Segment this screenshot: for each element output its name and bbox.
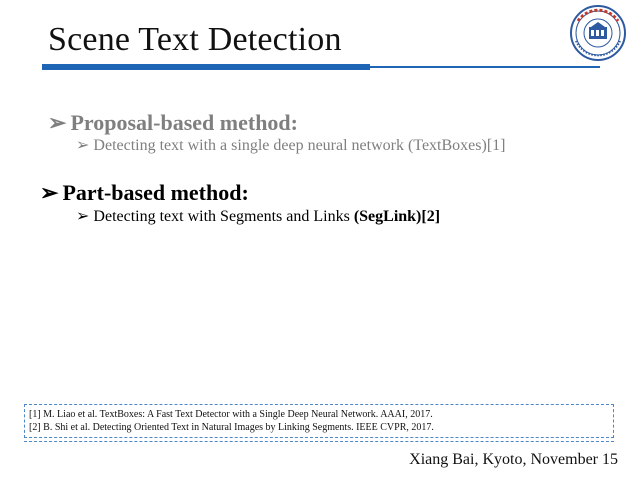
references-box (24, 404, 614, 438)
sub-bullet-text: Detecting text with Segments and Links (93, 208, 354, 225)
sub-bullet-part-based (76, 206, 440, 226)
sub-bullet-text: Detecting text with a single deep neural network (TextBoxes)[1] (93, 137, 506, 154)
bullet-heading: Part-based method: (62, 180, 249, 205)
footer-divider (24, 441, 614, 442)
bullet-proposal-based (48, 110, 298, 136)
slide-title: Scene Text Detection (48, 21, 342, 58)
arrow-bullet-icon: ➢ (48, 110, 67, 135)
sub-bullet-bold-text: (SegLink)[2] (353, 208, 441, 225)
university-seal-icon (560, 3, 636, 63)
bullet-heading: Proposal-based method: (70, 110, 298, 135)
title-underline-thin (370, 66, 600, 68)
arrow-bullet-icon: ➢ (76, 137, 90, 154)
reference-item: [1] M. Liao et al. TextBoxes: A Fast Text Detector with a Single Deep Neural Network. AAAI, 2017. (29, 409, 433, 420)
arrow-bullet-icon: ➢ (40, 180, 59, 205)
bullet-part-based (40, 180, 249, 206)
title-underline-thick (42, 64, 370, 70)
arrow-bullet-icon: ➢ (76, 208, 90, 225)
reference-item: [2] B. Shi et al. Detecting Oriented Text in Natural Images by Linking Segments. IEEE CVPR, 2017. (29, 422, 434, 433)
sub-bullet-proposal-based (76, 135, 505, 155)
footer-credit: Xiang Bai, Kyoto, November 15 (409, 451, 618, 468)
